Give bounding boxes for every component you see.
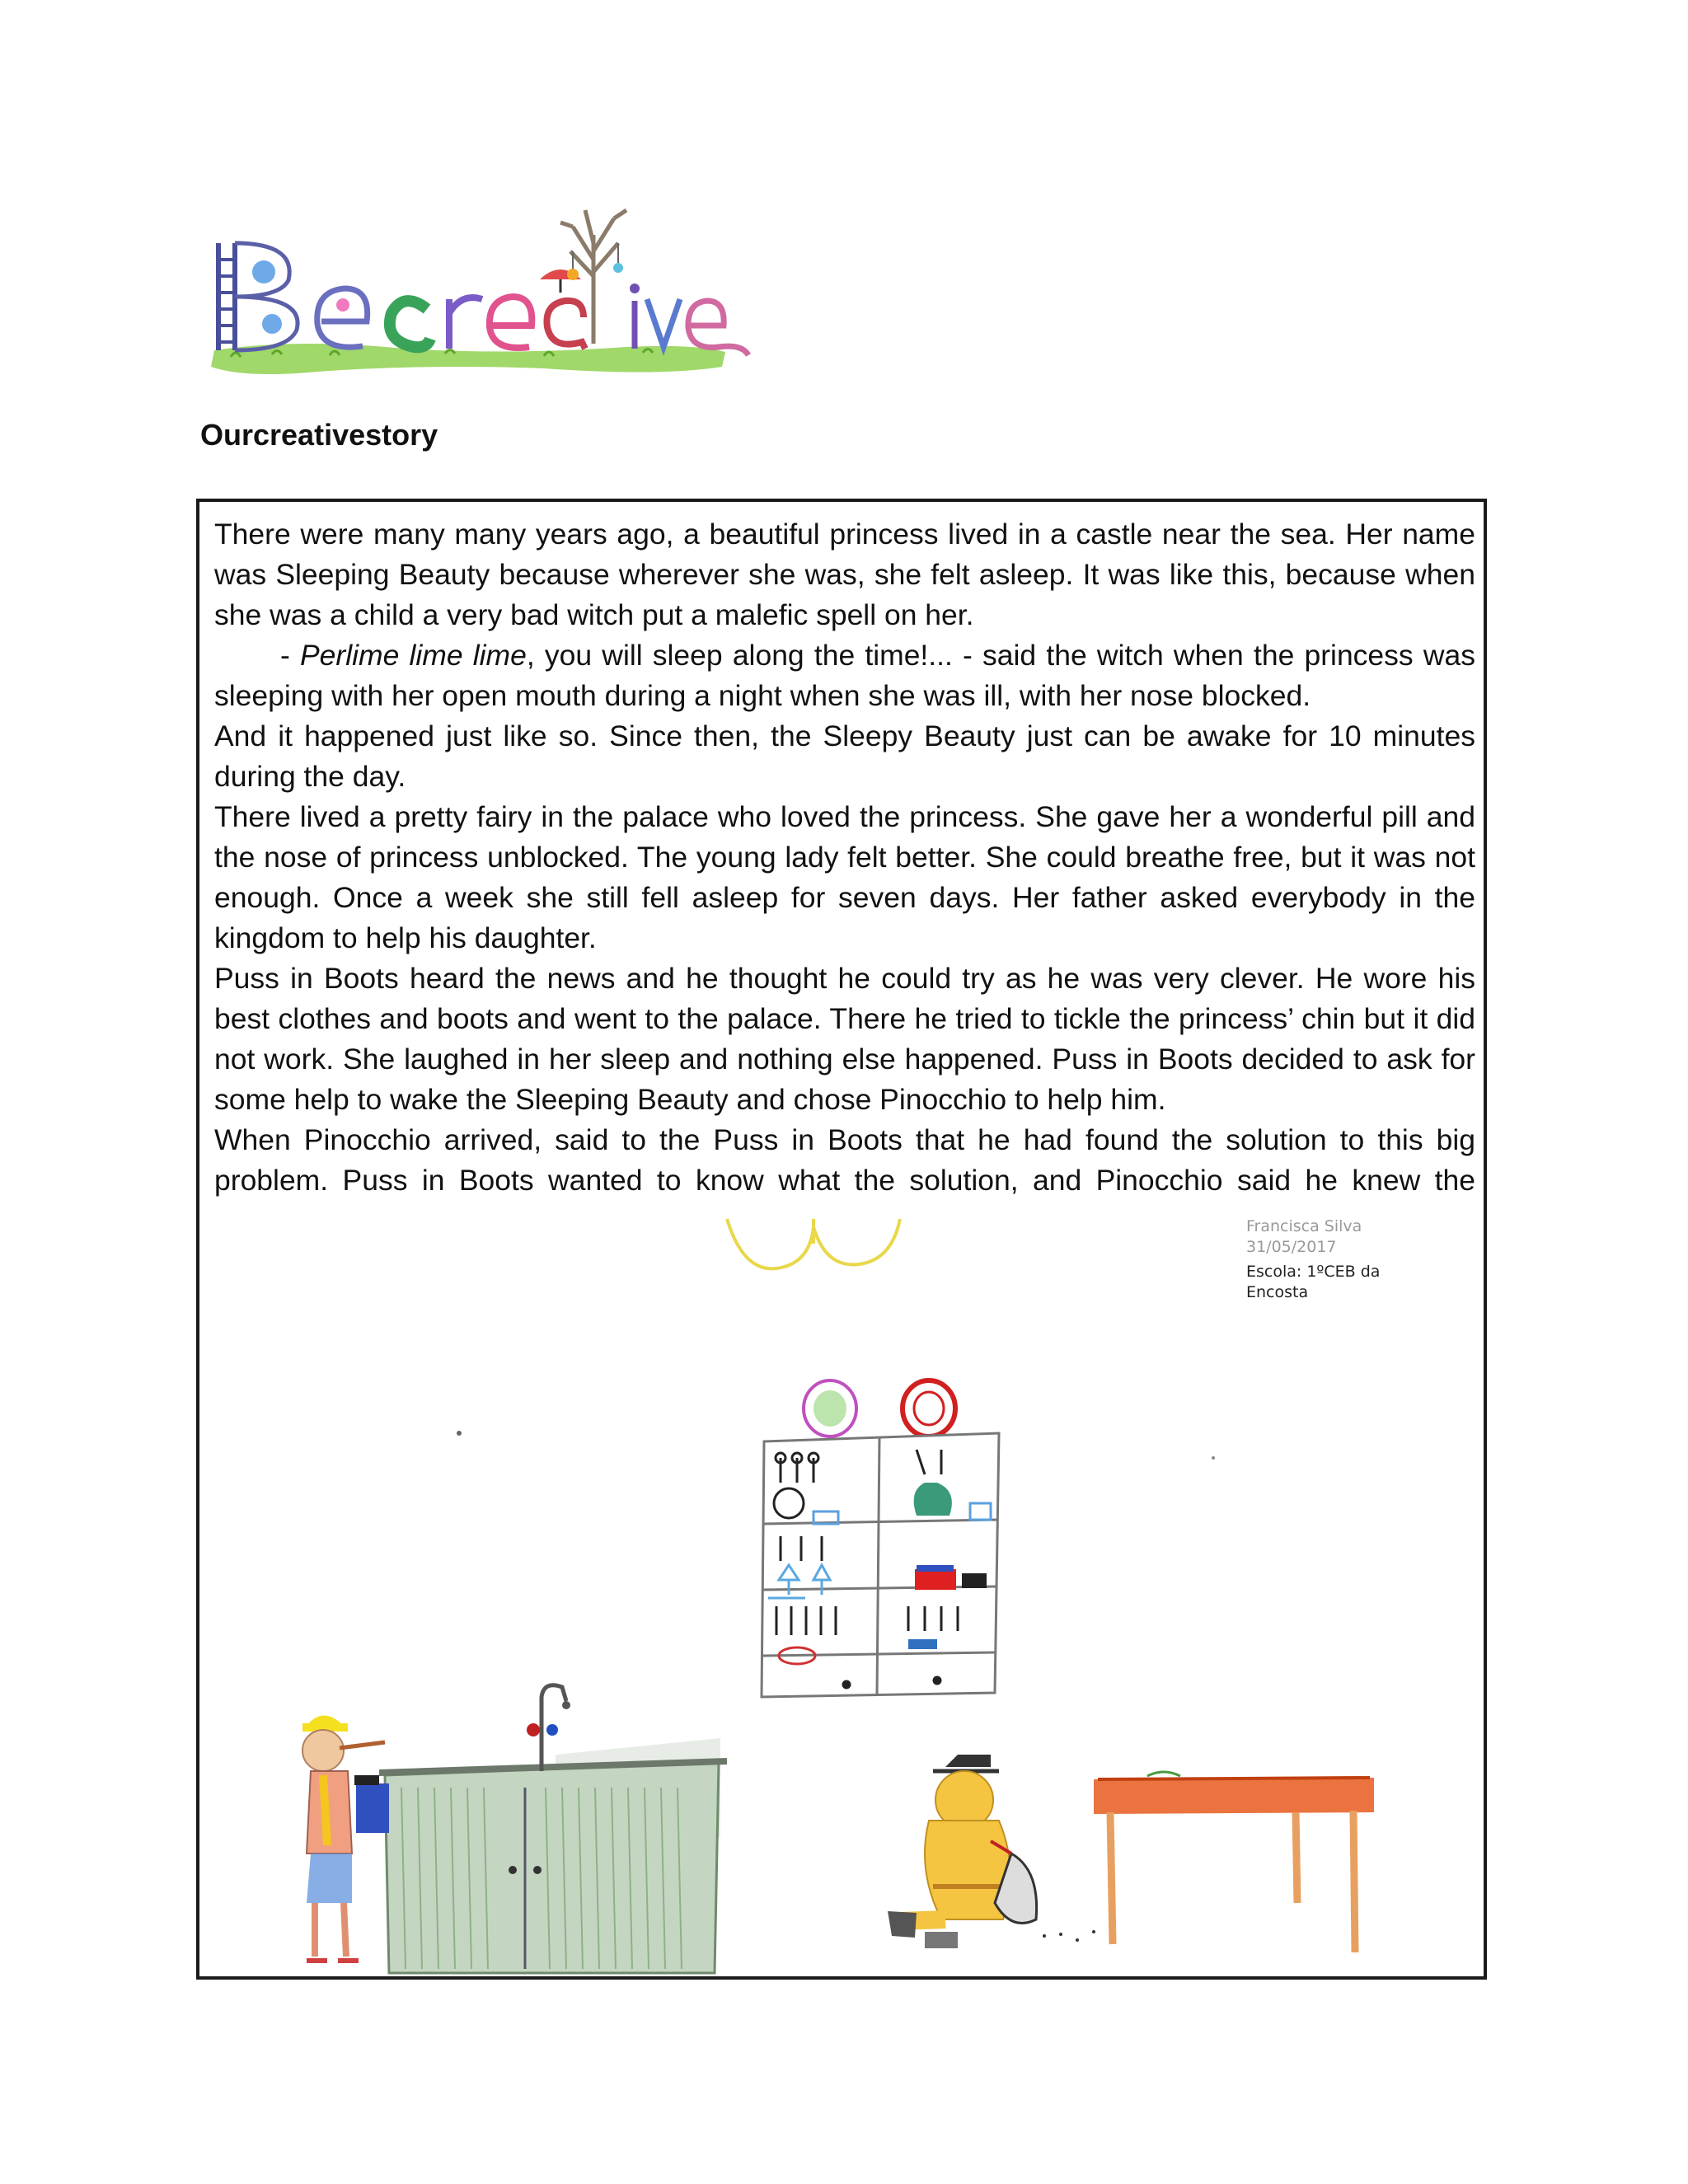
dialogue-dash: - bbox=[280, 639, 300, 672]
be-creative-logo bbox=[198, 194, 758, 383]
pinocchio-drawing bbox=[302, 1716, 389, 1961]
note-line: Escola: 1ºCEB da bbox=[1246, 1263, 1381, 1281]
story-paragraph: There were many many years ago, a beautiful princess lived in a castle near the sea. Her name was Sleeping Beauty because wherever she was, she felt asleep. It was like this, because when she was a child a very bad witch put a malefic spell on her. bbox=[214, 518, 1475, 631]
story-paragraph: And it happened just like so. Since then, the Sleepy Beauty just can be awake for 10 minutes during the day. bbox=[214, 719, 1475, 793]
story-paragraph: When Pinocchio arrived, said to the Puss in Boots that he had found the solution to this big problem. Puss in Boots wanted to know what the solution, and Pinocchio said he knew the bbox=[214, 1123, 1475, 1197]
spell-words: Perlime lime lime bbox=[300, 639, 527, 672]
puss-in-boots-drawing bbox=[888, 1755, 1095, 1948]
logo-artwork bbox=[198, 194, 758, 383]
story-paragraph: There lived a pretty fairy in the palace who loved the princess. She gave her a wonderful pill and the nose of princess unblocked. The young lady felt better. She could breathe free, but it was not enough. Once a week she still fell asleep for seven days. Her father asked everybody in the kingdom to help his daughter. bbox=[214, 800, 1475, 954]
sink-cabinet-drawing bbox=[379, 1685, 727, 1973]
note-line: Francisca Silva bbox=[1246, 1217, 1362, 1235]
dialogue-rest: , you will sleep along the time!... - said the witch when the princess was sleeping with her open mouth during a night when she was ill, with her nose blocked. bbox=[214, 639, 1475, 712]
note-line: Encosta bbox=[1246, 1283, 1309, 1301]
chandelier-drawing bbox=[727, 1219, 900, 1268]
story-box bbox=[196, 499, 1487, 1980]
story-paragraph: Puss in Boots heard the news and he thought he could try as he was very clever. He wore his best clothes and boots and went to the palace. There he tried to tickle the princess’ chin but it did not work. She laughed in her sleep and nothing else happened. Puss in Boots decided to ask for some help to wake the Sleeping Beauty and chose Pinocchio to help him. bbox=[214, 962, 1475, 1116]
table-drawing bbox=[1094, 1772, 1374, 1952]
kitchen-drawing bbox=[199, 502, 1484, 1976]
note-line: 31/05/2017 bbox=[1246, 1238, 1337, 1256]
shelf-cabinet-drawing bbox=[762, 1380, 999, 1697]
author-note bbox=[1246, 1217, 1380, 1301]
page-heading: Ourcreativestory bbox=[200, 418, 438, 452]
